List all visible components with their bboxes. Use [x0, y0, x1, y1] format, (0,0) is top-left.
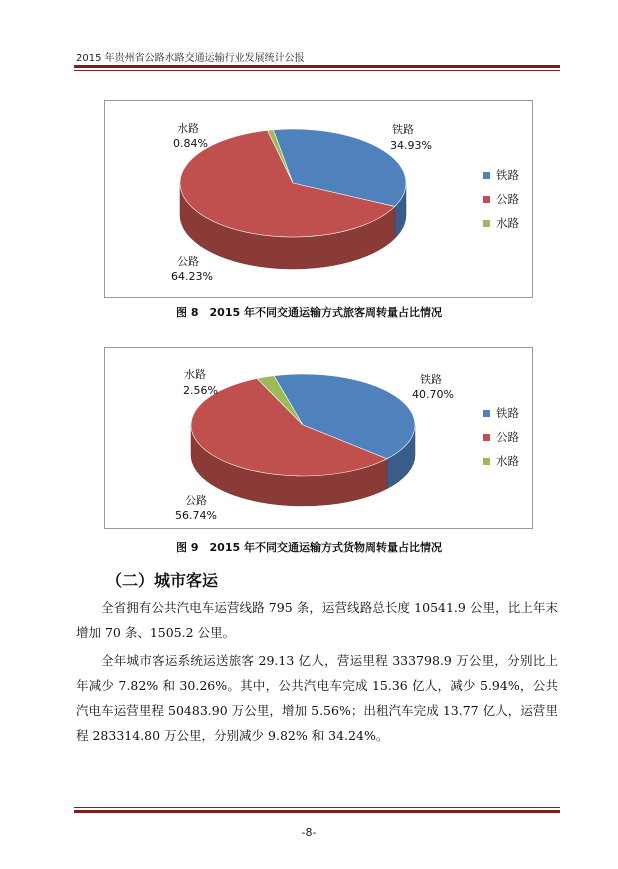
- legend-label-road: 公路: [496, 430, 519, 444]
- section-title: （二）城市客运: [106, 571, 219, 590]
- header-rule-thick: [74, 65, 560, 68]
- figure-8-caption: 图 8 2015 年不同交通运输方式旅客周转量占比情况: [176, 306, 442, 319]
- water-label-pct: 0.84%: [173, 137, 208, 150]
- pie-svg: [105, 101, 532, 297]
- road-label-pct: 64.23%: [171, 270, 213, 283]
- legend-swatch-rail: [483, 410, 490, 417]
- legend-item-road: [483, 187, 519, 211]
- legend-swatch-water: [483, 220, 490, 227]
- water-label-pct: 2.56%: [183, 384, 218, 397]
- chart-legend: [483, 163, 519, 235]
- chart-legend: [483, 401, 519, 473]
- road-label-name: 公路: [185, 494, 207, 507]
- legend-item-rail: [483, 163, 519, 187]
- freight-turnover-pie-chart: [104, 347, 533, 529]
- header-rule-thin: [74, 70, 560, 71]
- legend-label-water: 水路: [496, 454, 519, 468]
- legend-swatch-road: [483, 196, 490, 203]
- legend-item-water: [483, 211, 519, 235]
- road-label-name: 公路: [177, 255, 199, 268]
- legend-item-road: [483, 425, 519, 449]
- footer-rule-thin: [74, 807, 560, 808]
- legend-label-rail: 铁路: [496, 406, 519, 420]
- report-header-title: 2015 年贵州省公路水路交通运输行业发展统计公报: [76, 53, 305, 64]
- passenger-turnover-pie-chart: [104, 100, 533, 298]
- body-text: [76, 595, 558, 748]
- legend-label-rail: 铁路: [496, 168, 519, 182]
- water-label-name: 水路: [184, 368, 206, 381]
- page-number: -8-: [301, 826, 317, 839]
- pie-svg: [105, 348, 532, 528]
- paragraph: 全省拥有公共汽电车运营线路 795 条，运营线路总长度 10541.9 公里，比上年末增加 70 条、1505.2 公里。: [76, 600, 558, 640]
- rail-label-pct: 34.93%: [390, 139, 432, 152]
- water-label-name: 水路: [177, 122, 199, 135]
- rail-label-name: 铁路: [420, 373, 442, 386]
- footer-rule-thick: [74, 810, 560, 813]
- legend-swatch-road: [483, 434, 490, 441]
- figure-9-caption: 图 9 2015 年不同交通运输方式货物周转量占比情况: [176, 541, 442, 554]
- paragraph: 全年城市客运系统运送旅客 29.13 亿人，营运里程 333798.9 万公里，分别比上年减少 7.82% 和 30.26%。其中，公共汽电车完成 15.36 亿人，减少 5.94%，公共汽电车运营里程 50483.90 万公里，增加 5.56%；出租汽车完成 13.77 亿人，运营里程 283314.80 万公里，分别减少 9.82% 和 34.24%。: [76, 653, 558, 743]
- legend-swatch-water: [483, 458, 490, 465]
- legend-swatch-rail: [483, 172, 490, 179]
- legend-label-road: 公路: [496, 192, 519, 206]
- legend-item-rail: [483, 401, 519, 425]
- legend-item-water: [483, 449, 519, 473]
- rail-label-pct: 40.70%: [412, 388, 454, 401]
- legend-label-water: 水路: [496, 216, 519, 230]
- rail-label-name: 铁路: [392, 123, 414, 136]
- road-label-pct: 56.74%: [175, 509, 217, 522]
